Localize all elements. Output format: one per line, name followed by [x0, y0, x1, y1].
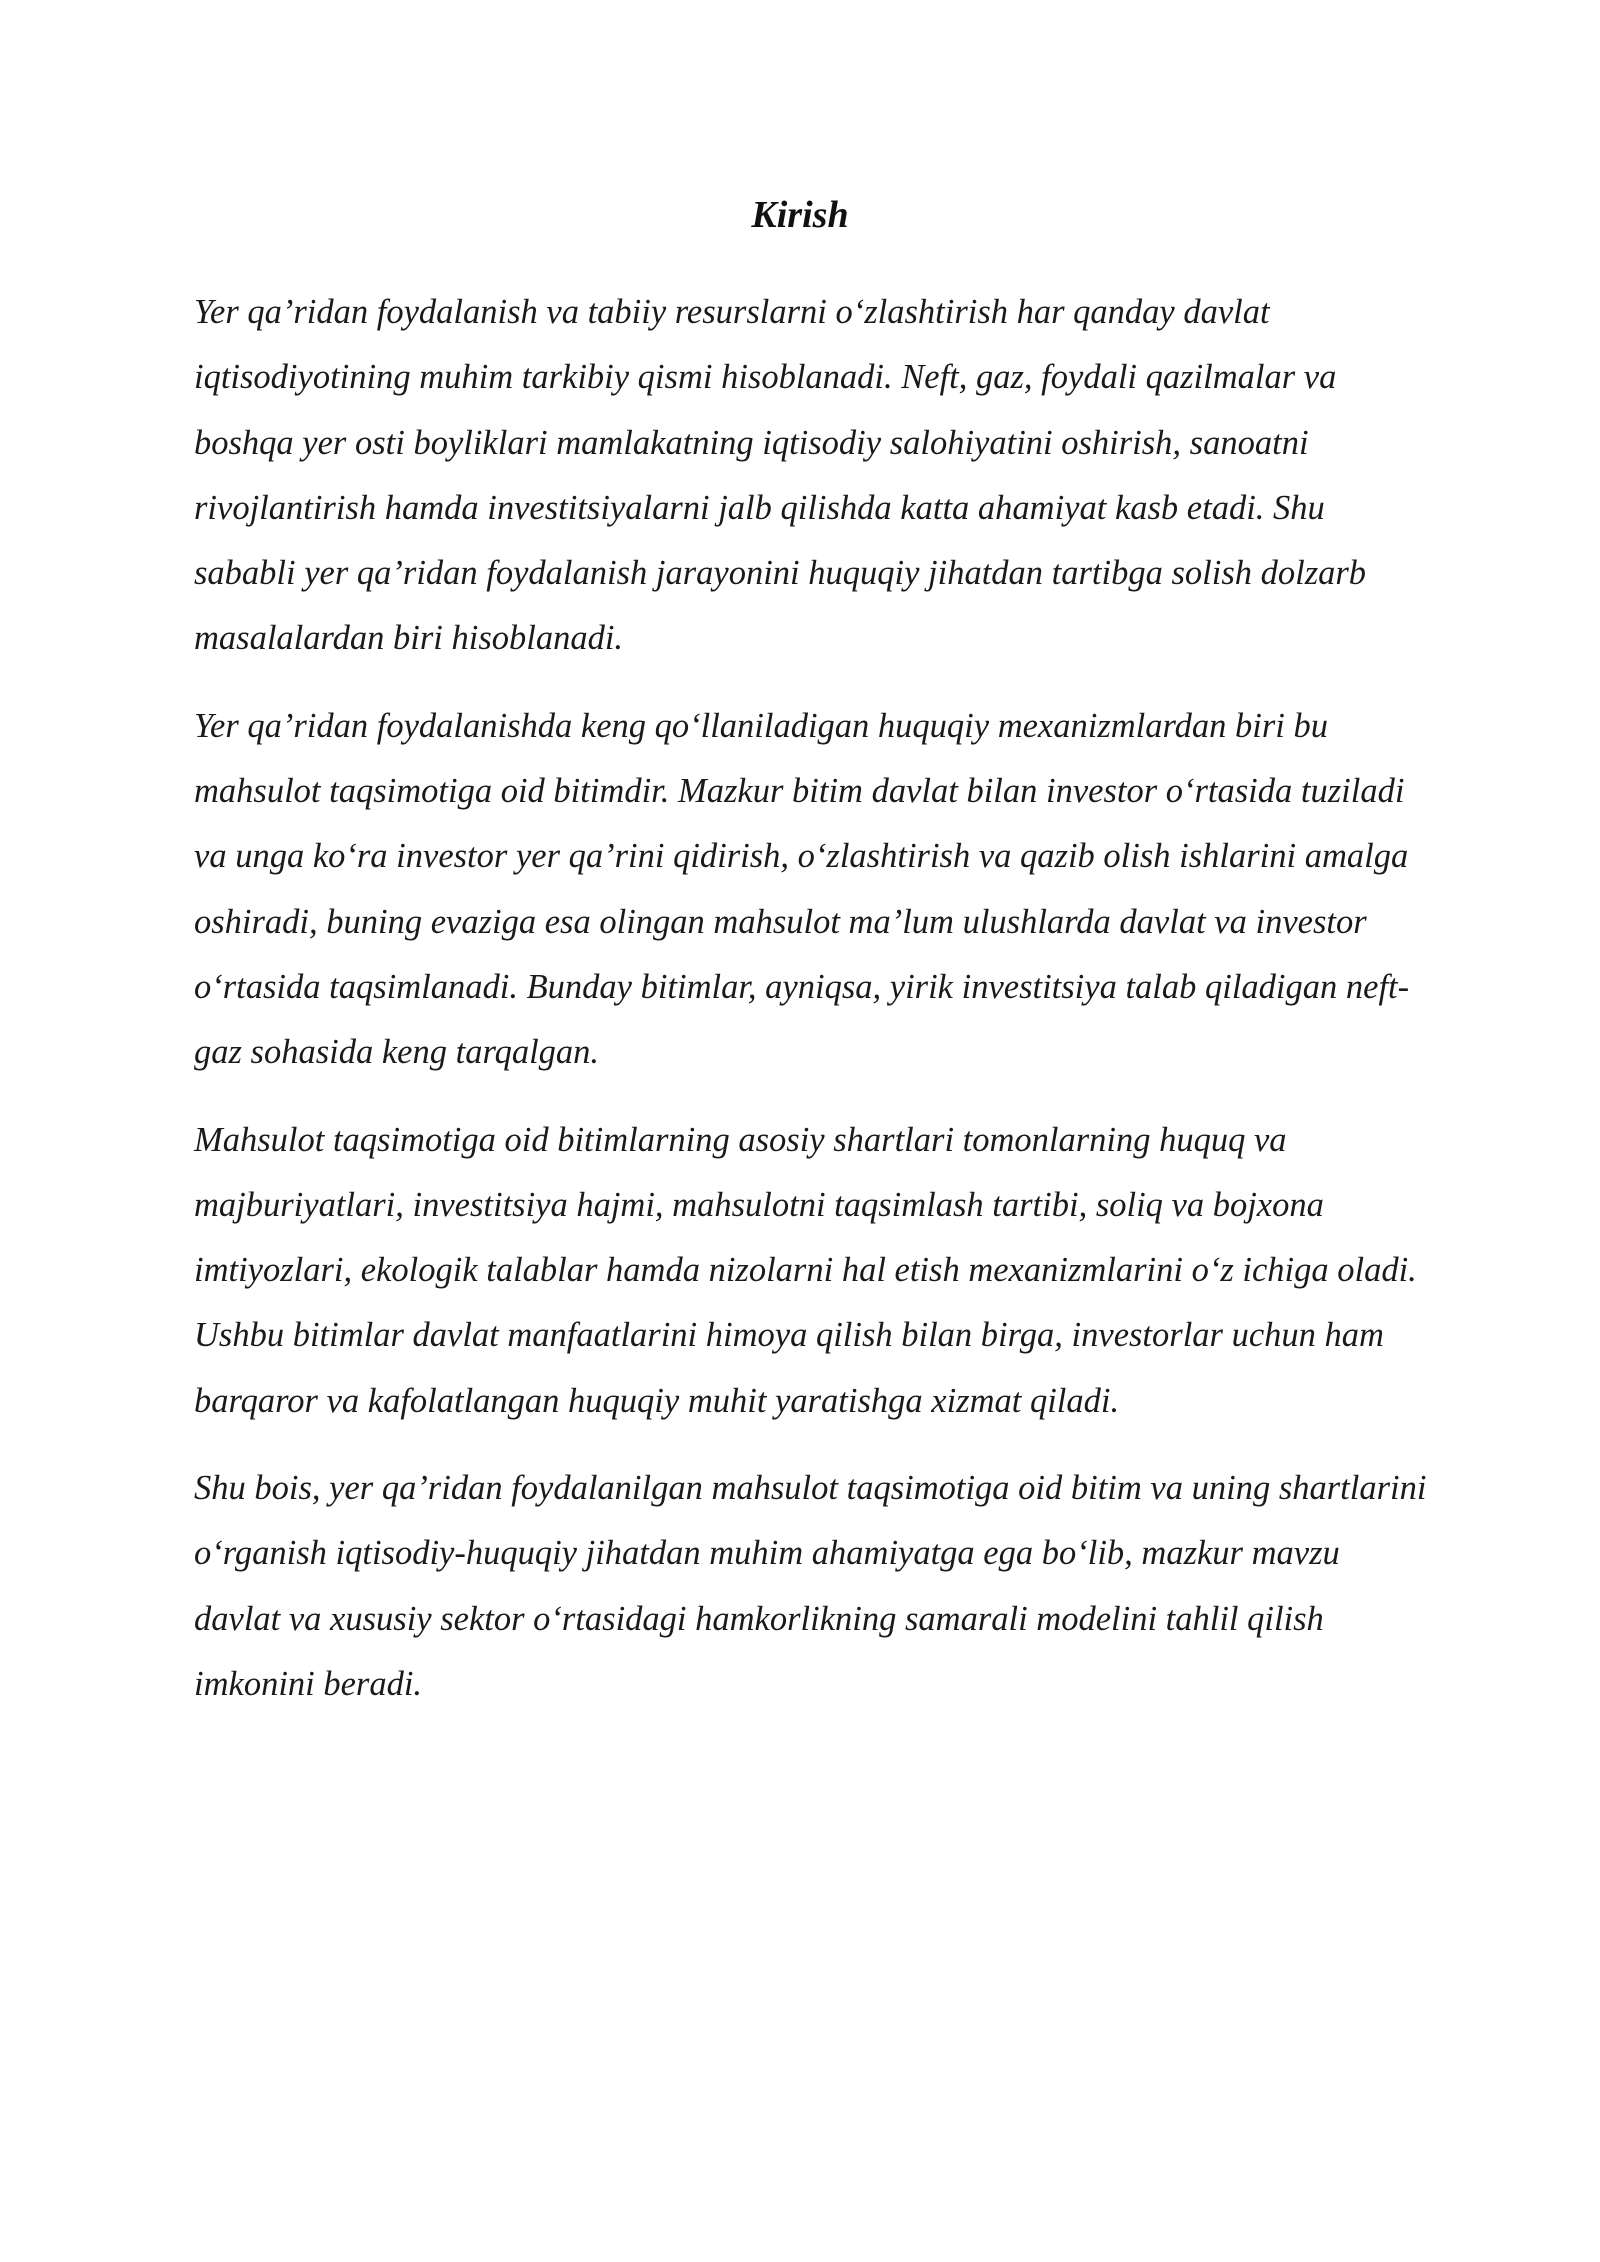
- paragraph-4: Shu bois, yer qa’ridan foydalanilgan mahsulot taqsimotiga oid bitim va uning shartlarini o‘rganish iqtisodiy-huquqiy jihatdan muhim ahamiyatga ega bo‘lib, mazkur mavzu davlat va xususiy sektor o‘rtasidagi hamkorlikning samarali modelini tahlil qilish imkonini beradi.: [194, 1469, 1427, 1703]
- paragraph-2: Yer qa’ridan foydalanishda keng qo‘llaniladigan huquqiy mexanizmlardan biri bu mahsulot taqsimotiga oid bitimdir. Mazkur bitim davlat bilan investor o‘rtasida tuziladi va unga ko‘ra investor yer qa’rini qidirish, o‘zlashtirish va qazib olish ishlarini amalga oshiradi, buning evaziga esa olingan mahsulot ma’lum ulushlarda davlat va investor o‘rtasida taqsimlanadi. Bunday bitimlar, ayniqsa, yirik investitsiya talab qiladigan neft-gaz sohasida keng tarqalgan.: [194, 706, 1410, 1072]
- document-body: [194, 280, 1434, 1739]
- paragraph-1: Yer qa’ridan foydalanish va tabiiy resurslarni o‘zlashtirish har qanday davlat iqtisodiyotining muhim tarkibiy qismi hisoblanadi. Neft, gaz, foydali qazilmalar va boshqa yer osti boyliklari mamlakatning iqtisodiy salohiyatini oshirish, sanoatni rivojlantirish hamda investitsiyalarni jalb qilishda katta ahamiyat kasb etadi. Shu sababli yer qa’ridan foydalanish jarayonini huquqiy jihatdan tartibga solish dolzarb masalalardan biri hisoblanadi.: [194, 293, 1367, 658]
- paragraph-3: Mahsulot taqsimotiga oid bitimlarning asosiy shartlari tomonlarning huquq va majburiyatlari, investitsiya hajmi, mahsulotni taqsimlash tartibi, soliq va bojxona imtiyozlari, ekologik talablar hamda nizolarni hal etish mexanizmlarini o‘z ichiga oladi. Ushbu bitimlar davlat manfaatlarini himoya qilish bilan birga, investorlar uchun ham barqaror va kafolatlangan huquqiy muhit yaratishga xizmat qiladi.: [194, 1120, 1417, 1420]
- document-title: Kirish: [751, 194, 849, 236]
